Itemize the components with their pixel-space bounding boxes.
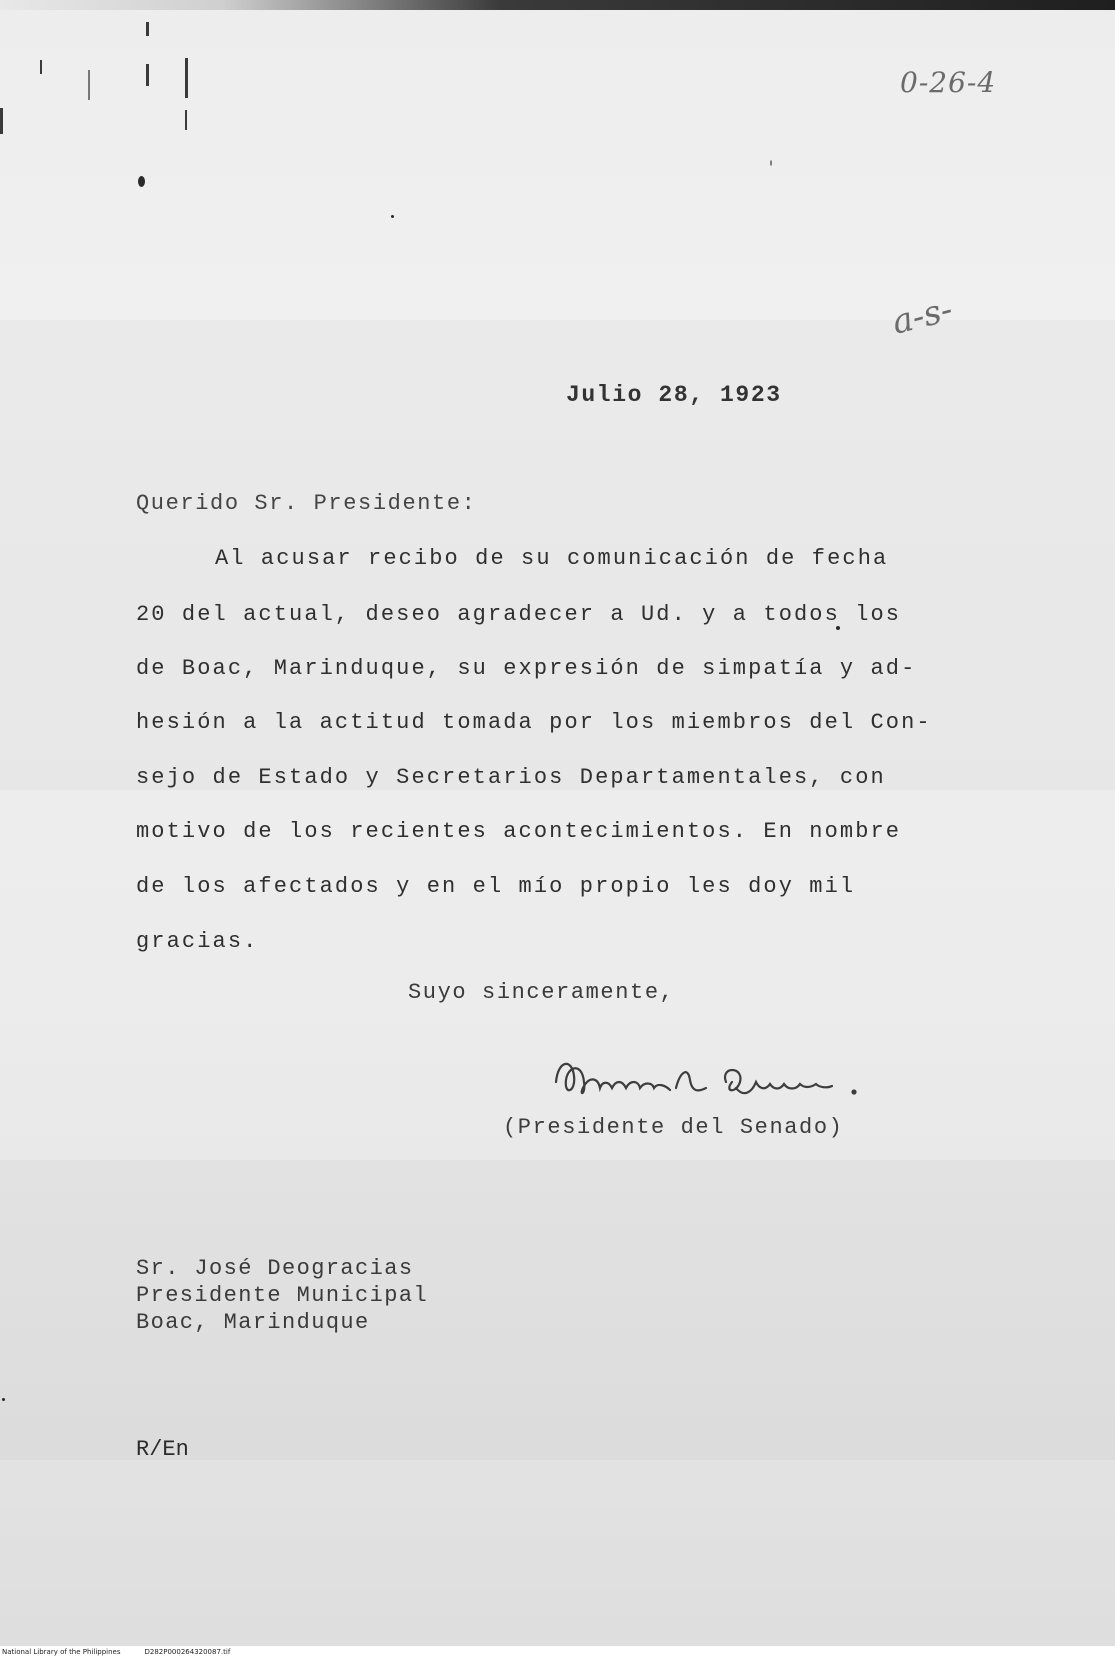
- ink-speck: [138, 176, 145, 187]
- scan-mark: [185, 110, 187, 130]
- salutation: Querido Sr. Presidente:: [136, 491, 477, 516]
- body-line: sejo de Estado y Secretarios Departamentales, con: [136, 765, 886, 790]
- signature: [548, 1052, 888, 1112]
- body-line: de los afectados y en el mío propio les doy mil: [136, 874, 856, 899]
- letter-date: Julio 28, 1923: [566, 382, 782, 408]
- recipient-name: Sr. José Deogracias: [136, 1256, 414, 1281]
- body-line: gracias.: [136, 929, 259, 954]
- body-line: Al acusar recibo de su comunicación de fecha: [215, 546, 889, 571]
- ink-speck: [391, 215, 394, 218]
- scan-mark: [88, 70, 90, 100]
- scan-mark: [146, 64, 149, 86]
- archive-footer: [0, 1646, 1115, 1658]
- body-line: 20 del actual, deseo agradecer a Ud. y a todos los: [136, 602, 902, 627]
- recipient-position: Presidente Municipal: [136, 1283, 429, 1308]
- signatory-title: (Presidente del Senado): [503, 1115, 844, 1140]
- footer-file-code: D282P000264320087.tif: [144, 1648, 231, 1656]
- scan-mark: [40, 60, 42, 74]
- body-line: motivo de los recientes acontecimientos. En nombre: [136, 819, 902, 844]
- ink-speck: [770, 160, 772, 166]
- body-line: de Boac, Marinduque, su expresión de simpatía y ad-: [136, 656, 917, 681]
- margin-note-middle-right: a-s-: [888, 289, 957, 343]
- scan-top-edge: [0, 0, 1115, 10]
- body-line: hesión a la actitud tomada por los miembros del Con-: [136, 710, 932, 735]
- scan-mark: [185, 58, 188, 98]
- margin-note-top-right: 0-26-4: [900, 66, 997, 99]
- ink-speck: [2, 1398, 5, 1401]
- reference-initials: R/En: [136, 1437, 189, 1462]
- scan-mark: [146, 22, 149, 36]
- scan-mark: [0, 108, 3, 134]
- closing: Suyo sinceramente,: [408, 980, 675, 1005]
- recipient-location: Boac, Marinduque: [136, 1310, 370, 1335]
- footer-institution: National Library of the Philippines: [2, 1648, 121, 1656]
